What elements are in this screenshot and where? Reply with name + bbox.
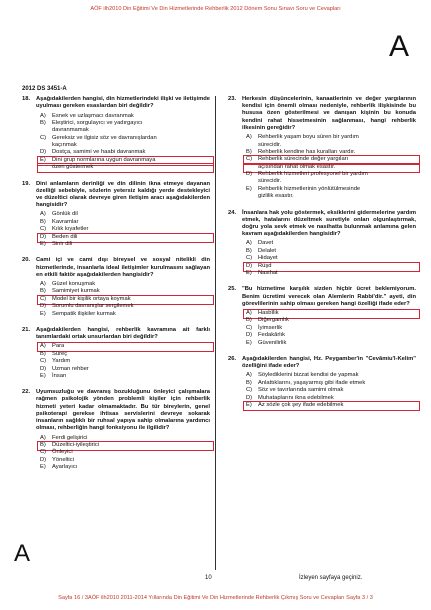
option-text: Yardım xyxy=(52,358,71,365)
question-stem xyxy=(228,286,416,308)
question-text: Cami içi ve cami dışı bireysel ve sosyal nitelikli din hizmetlerinde, insanlarla ideal iletişimler kurulmasını sağlayan en etkili faktör aşağıdakilerden hangisidir? xyxy=(36,257,210,278)
option-letter: E) xyxy=(246,339,252,346)
option-letter: B) xyxy=(40,350,46,357)
option-letter: B) xyxy=(246,247,252,254)
option-text: gizlilik esastır. xyxy=(258,193,294,200)
question-number: 21. xyxy=(22,326,31,333)
question-19 xyxy=(22,181,210,249)
option-letter: A) xyxy=(246,240,252,247)
option-letter: C) xyxy=(246,324,253,331)
option-text: Beden dili xyxy=(52,233,78,240)
answer-option xyxy=(40,365,210,372)
marked-answer-option xyxy=(40,164,210,171)
answer-option xyxy=(40,112,210,119)
answer-option xyxy=(40,351,210,358)
question-23 xyxy=(228,96,416,201)
option-text: Eleştirici, sorgulayıcı ve yadırgayıcı xyxy=(52,119,143,126)
option-list xyxy=(40,211,210,248)
question-text: Dini anlamların derinliği ve din dilinin ikna etmeye dayanan özelliği sebebiyle, sözlerin yetersiz kaldığı yerde destekleyici ve düzeltici olarak devreye giren iletişim aracı aşağıdakilerden hangisidir? xyxy=(36,180,210,209)
marked-answer-option xyxy=(40,343,210,350)
option-letter: A) xyxy=(40,434,46,441)
question-stem xyxy=(22,389,210,432)
option-text: Rehberlik hizmetlerinin yönlütülmesinde xyxy=(258,185,361,192)
question-26 xyxy=(228,356,416,409)
next-page-instruction: İzleyen sayfaya geçiniz. xyxy=(299,575,363,581)
option-list xyxy=(40,112,210,171)
option-letter: E) xyxy=(40,241,46,247)
option-list xyxy=(246,372,416,409)
answer-option xyxy=(246,325,416,332)
option-letter: A) xyxy=(246,310,252,316)
answer-option xyxy=(246,248,416,255)
option-letter: D) xyxy=(40,149,47,156)
answer-option xyxy=(40,120,210,127)
answer-option xyxy=(246,134,416,141)
answer-option xyxy=(40,127,210,134)
question-text: Aşağıdakilerden hangisi, rehberlik kavramına ait farklı tanımlardaki ortak unsurlardan biri değildir? xyxy=(36,326,210,341)
option-letter: B) xyxy=(40,441,46,448)
answer-option xyxy=(246,141,416,148)
question-18 xyxy=(22,96,210,172)
option-letter: E) xyxy=(40,464,46,471)
option-text: Rehberlik yaşam boyu süren bir yardım xyxy=(258,134,359,141)
answer-option xyxy=(246,171,416,178)
option-text: Sinir dili xyxy=(52,241,73,247)
right-column xyxy=(228,96,416,418)
option-text: Önleyici xyxy=(52,449,73,456)
option-text: Kılık kıyafetler xyxy=(52,226,89,233)
answer-option xyxy=(246,270,416,277)
question-stem xyxy=(22,257,210,279)
option-letter: D) xyxy=(40,233,47,240)
option-text: Para xyxy=(52,343,65,350)
answer-option xyxy=(40,303,210,310)
option-text: Güzel konuşmak xyxy=(52,281,96,287)
option-text: Hasbîlik xyxy=(258,310,279,316)
option-letter: D) xyxy=(246,394,253,401)
option-list xyxy=(246,310,416,347)
option-text: Az sözle çok şey ifade edebilmek xyxy=(258,401,344,408)
option-list xyxy=(40,434,210,471)
question-25 xyxy=(228,286,416,347)
option-letter: E) xyxy=(246,401,252,408)
option-text: İnsan xyxy=(52,372,67,379)
option-letter: C) xyxy=(246,156,253,163)
option-letter: B) xyxy=(246,379,252,386)
option-letter: A) xyxy=(40,211,46,218)
question-stem xyxy=(228,96,416,132)
answer-option xyxy=(246,317,416,324)
question-number: 18. xyxy=(22,96,31,102)
option-letter: E) xyxy=(246,185,252,192)
option-text: Süreç xyxy=(52,350,68,357)
option-letter: D) xyxy=(40,456,47,463)
question-text: Herkesin düşüncelerinin, kanaatlerinin ve değer yargılarının kendisi için önemli olması nedeniyle, rehberlik ilişkisinde bu hususa özen gösterilmesi ve danışan kişinin bu konuda kendini rahat hissetmesinin sağlanması, hangi rehberlik ilkesinin gereğidir? xyxy=(242,96,416,131)
option-letter: E) xyxy=(40,372,46,379)
answer-option xyxy=(40,373,210,380)
answer-option xyxy=(246,332,416,339)
marked-answer-option xyxy=(40,234,210,241)
question-text: "Bu hizmetime karşılık sizden hiçbir ücret beklemiyorum. Benim ücretimi verecek olan Alemlerin Rabbi'dir." ayeti, din görevlilerinin sahip olması gereken hangi özelliği ifade eder? xyxy=(242,286,416,307)
option-text: Yöneltici xyxy=(52,456,74,463)
option-text: Uzman rehber xyxy=(52,365,89,372)
question-number: 23. xyxy=(228,96,237,102)
option-text: Kavramlar xyxy=(52,218,79,225)
option-text: Sorumlu davranışlar sergilemek xyxy=(52,303,134,310)
option-text: Anlattıklarını, yaşayarmış gibi ifade etmek xyxy=(258,379,366,386)
option-text: Model bir kişilik ortaya koymak xyxy=(52,295,131,302)
option-text: Rehberlik kendine has kuralları vardır. xyxy=(258,148,356,155)
option-letter: D) xyxy=(40,303,47,310)
question-22 xyxy=(22,389,210,471)
option-letter: E) xyxy=(40,310,46,317)
option-letter: C) xyxy=(246,255,253,262)
option-text: Rehberlik hizmetleri profesyonel bir yardım xyxy=(258,171,368,178)
option-text: Diğergamlık xyxy=(258,317,289,324)
option-list xyxy=(246,134,416,201)
answer-option xyxy=(40,464,210,471)
answer-option xyxy=(40,135,210,142)
answer-option xyxy=(246,186,416,193)
option-letter: A) xyxy=(40,112,46,119)
answer-option xyxy=(40,241,210,248)
marked-answer-option xyxy=(246,164,416,171)
question-stem xyxy=(22,327,210,341)
question-number: 22. xyxy=(22,389,31,396)
option-text: Düzeltici-iyileştirici xyxy=(52,441,100,448)
option-text: Güvenilirlik xyxy=(258,339,287,346)
question-stem xyxy=(22,96,210,110)
page-number: 10 xyxy=(205,575,212,581)
option-letter: C) xyxy=(40,358,47,365)
option-letter: B) xyxy=(246,317,252,324)
answer-option xyxy=(246,387,416,394)
option-text: Samimiyet kurmak xyxy=(52,288,100,295)
option-letter: A) xyxy=(246,372,252,379)
option-list xyxy=(40,343,210,380)
option-letter: B) xyxy=(246,148,252,155)
answer-option xyxy=(40,310,210,317)
option-text: sürecidir. xyxy=(258,141,282,148)
exam-code: 2012 DS 3451-A xyxy=(22,86,67,92)
option-text: davranmamak xyxy=(52,127,89,134)
answer-option xyxy=(246,240,416,247)
question-number: 26. xyxy=(228,355,237,362)
answer-option xyxy=(40,449,210,456)
question-number: 24. xyxy=(228,209,237,216)
question-text: Uyumsuzluğu ve davranış bozukluğunu önleyici çalışmalara rağmen psikolojik yönden problemli kişiler için rehberlik hizmeti yeteri kadar olmamaktadır. Bu tür bireylerin, genel psikoterapi gerekse ihtisas servislerini devreye sokarak insanların sağlıklı bir ruhsal yapıya sahip olmalarına yardımcı olması, rehberliğin hangi fonksiyonu ile ilgilidir? xyxy=(36,389,210,432)
option-text: Dostça, samimi ve haabi davranmak xyxy=(52,149,146,156)
question-text: İnsanlara hak yolu göstermek, eksiklerini gidermelerine yardım etmek, hatalarını düzeltmek suretiyle onları olgunlaştırmak, doğru yola sevk etmek ve nasihatta bulunmak anlamına gelen kavram aşağıdakilerden hangisidir? xyxy=(242,209,416,238)
answer-option xyxy=(40,142,210,149)
question-stem xyxy=(228,356,416,370)
option-text: Nasihat xyxy=(258,270,278,276)
option-text: Gereksiz ve ilgisiz söz ve davranışlardan xyxy=(52,134,157,141)
question-number: 25. xyxy=(228,286,237,293)
option-letter: B) xyxy=(40,288,46,295)
question-21 xyxy=(22,327,210,380)
option-letter: D) xyxy=(246,332,253,339)
option-text: sürecidir. xyxy=(258,178,282,185)
option-letter: C) xyxy=(246,387,253,394)
question-stem xyxy=(228,210,416,239)
answer-option xyxy=(40,219,210,226)
question-number: 19. xyxy=(22,180,31,187)
option-text: Fedakârlık xyxy=(258,332,286,339)
option-letter: D) xyxy=(246,262,253,269)
option-text: Hidayet xyxy=(258,255,278,262)
option-letter: A) xyxy=(246,134,252,141)
question-number: 20. xyxy=(22,257,31,264)
option-letter: C) xyxy=(40,449,47,456)
marked-answer-option xyxy=(246,263,416,270)
option-list xyxy=(246,240,416,277)
option-letter: D) xyxy=(40,365,47,372)
answer-option xyxy=(246,380,416,387)
option-text: Delalet xyxy=(258,247,277,254)
column-divider xyxy=(215,96,216,570)
option-text: Davet xyxy=(258,240,274,247)
option-letter: D) xyxy=(246,171,253,178)
option-text: Söz ve tavırlarında samimi olmak xyxy=(258,387,344,394)
option-text: Muhataplarını ikna edebilmek xyxy=(258,394,334,401)
option-text: Esnek ve uzlaşmacı davranmak xyxy=(52,112,134,119)
option-text: Ayarlayıcı xyxy=(52,464,78,471)
answer-option xyxy=(40,281,210,288)
option-text: Söylediklerini bizzat kendisi de yapmak xyxy=(258,372,359,379)
option-letter: B) xyxy=(40,119,46,126)
booklet-letter-bottom: A xyxy=(14,540,31,567)
booklet-letter-top: A xyxy=(388,30,409,63)
marked-answer-option xyxy=(40,296,210,303)
answer-option xyxy=(40,358,210,365)
question-24 xyxy=(228,210,416,278)
option-letter: A) xyxy=(40,281,46,287)
answer-option xyxy=(246,193,416,200)
option-text: kaçınmak xyxy=(52,142,77,149)
left-column xyxy=(22,96,210,480)
option-letter: C) xyxy=(40,226,47,233)
question-20 xyxy=(22,257,210,318)
answer-option xyxy=(40,211,210,218)
option-letter: C) xyxy=(40,134,47,141)
option-text: Ferdi gelişirici xyxy=(52,434,88,441)
option-letter: B) xyxy=(40,218,46,225)
option-text: özen göstermek xyxy=(52,164,94,171)
option-letter: C) xyxy=(40,295,47,302)
answer-option xyxy=(246,178,416,185)
option-list xyxy=(40,281,210,318)
document-header: AÖF ilh2010 Din Eğitimi Ve Din Hizmetlerinde Rehberlik 2012 Dönem Sonu Sınavı Soru ve Cevapları xyxy=(90,6,341,12)
marked-answer-option xyxy=(246,310,416,317)
answer-option xyxy=(40,457,210,464)
option-text: Dini grup normlarına uygun davranmaya xyxy=(52,156,156,163)
option-text: Rehberlik sürecinde değer yargıları xyxy=(258,156,349,163)
option-letter: A) xyxy=(40,343,46,350)
option-text: Rüşd xyxy=(258,262,272,269)
option-text: Gönlük dil xyxy=(52,211,78,218)
document-footer: Sayfa 16 / 3AÖF ilh2010 2011-2014 Yıllarında Din Eğitimi Ve Din Hizmetlerinde Rehberlik Çıkmış Soru ve Cevapları Sayfa 3 / 3 xyxy=(58,595,373,601)
question-text: Aşağıdakilerden hangisi, Hz. Peygamber'in "Cevâmiu'l-Kelim" özelliğini ifade eder? xyxy=(242,355,416,370)
option-text: açısından rahat olmak esastır. xyxy=(258,163,336,170)
option-text: İyimserlik xyxy=(258,324,283,331)
answer-option xyxy=(246,372,416,379)
option-letter: E) xyxy=(40,156,46,163)
option-text: Sempatik ilişkiler kurmak xyxy=(52,310,116,317)
option-letter: E) xyxy=(246,270,252,276)
answer-option xyxy=(246,339,416,346)
marked-answer-option xyxy=(246,402,416,409)
question-text: Aşağıdakilerden hangisi, din hizmetlerindeki ilişki ve iletişimde uyulması gereken esaslardan biri değildir? xyxy=(36,96,210,110)
question-stem xyxy=(22,181,210,210)
